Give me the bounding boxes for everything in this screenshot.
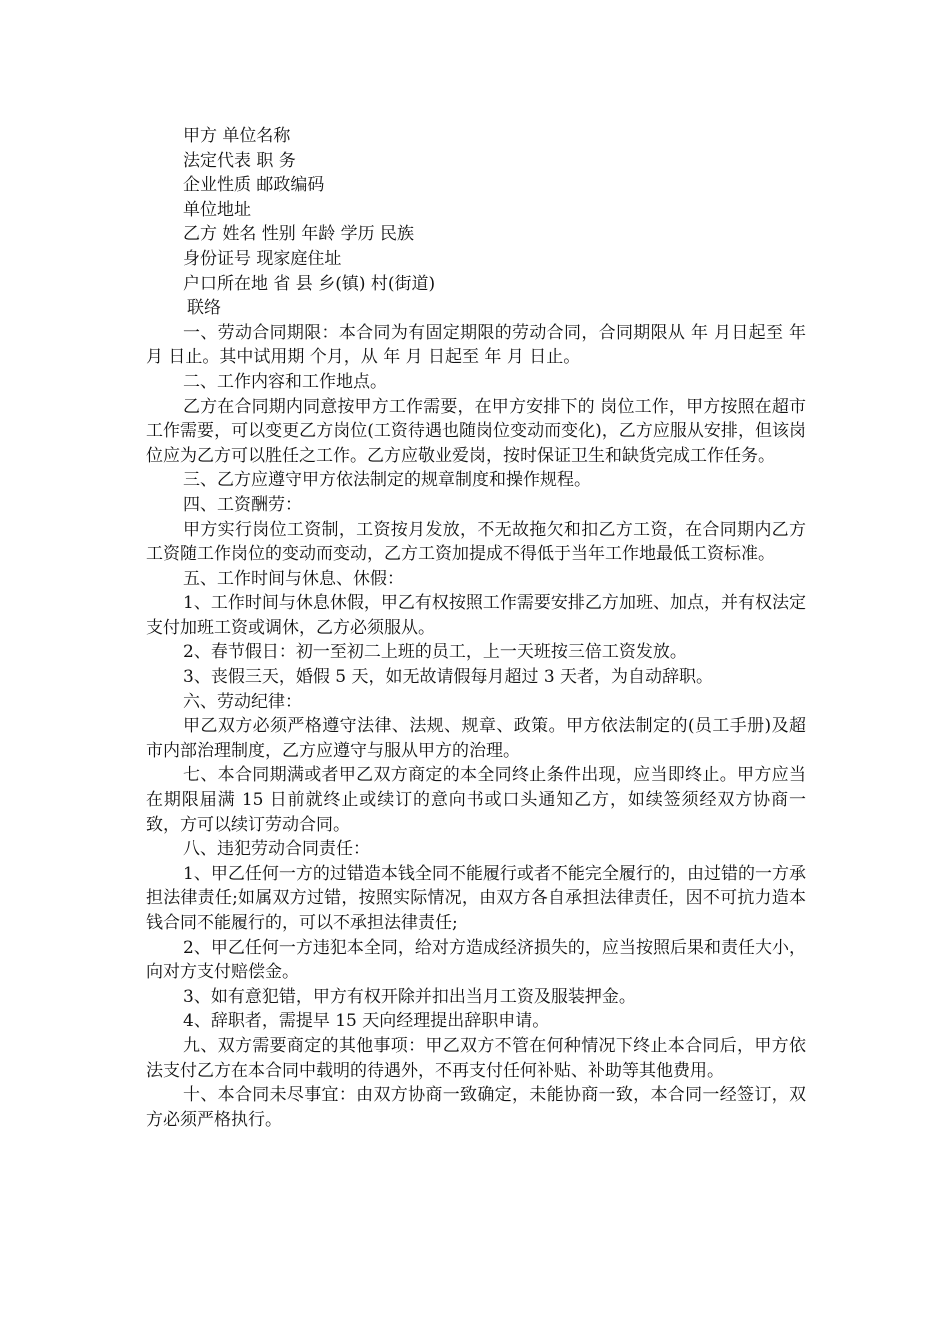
clause-8-heading: 八、违犯劳动合同责任：: [183, 839, 370, 860]
unit-address-line: 单位地址: [183, 199, 251, 220]
clause-5-item-1: 1、工作时间与休息休假，甲乙有权按照工作需要安排乙方加班、加点，并有权法定支付加班工资或调休，乙方必须服从。: [146, 593, 806, 638]
clause-6-heading: 六、劳动纪律：: [183, 691, 302, 712]
clause-4-heading: 四、工资酬劳：: [183, 494, 302, 515]
clause-2-heading: 二、工作内容和工作地点。: [183, 371, 387, 392]
legal-representative-line: 法定代表 职 务: [183, 150, 296, 171]
clause-9-other-matters: 九、双方需要商定的其他事项：甲乙双方不管在何种情况下终止本合同后，甲方依法支付乙方在本合同中载明的待遇外，不再支付任何补贴、补助等其他费用。: [146, 1035, 806, 1081]
id-number-line: 身份证号 现家庭住址: [183, 248, 342, 269]
party-b-line: 乙方 姓名 性别 年龄 学历 民族: [183, 224, 415, 245]
clause-7-termination: 七、本合同期满或者甲乙双方商定的本全同终止条件出现，应当即终止。甲方应当在期限届满 15 日前就终止或续订的意向书或口头通知乙方，如续签须经双方协商一致，方可以续订劳动合同。: [146, 765, 806, 835]
clause-4-body: 甲方实行岗位工资制，工资按月发放，不无故拖欠和扣乙方工资，在合同期内乙方工资随工作岗位的变动而变动，乙方工资加提成不得低于当年工作地最低工资标准。: [146, 519, 806, 565]
clause-10-unresolved-matters: 十、本合同未尽事宜：由双方协商一致确定，未能协商一致，本合同一经签订，双方必须严格执行。: [146, 1085, 806, 1130]
enterprise-nature-line: 企业性质 邮政编码: [183, 175, 325, 196]
clause-6-body: 甲乙双方必须严格遵守法律、法规、规章、政策。甲方依法制定的(员工手册)及超市内部治理制度，乙方应遵守与服从甲方的治理。: [146, 716, 806, 761]
contract-document: [146, 124, 806, 1132]
clause-8-item-1: 1、甲乙任何一方的过错造本钱全同不能履行或者不能完全履行的，由过错的一方承担法律责任;如属双方过错，按照实际情况，由双方各自承担法律责任，因不可抗力造本钱合同不能履行的，可以不承担法律责任;: [146, 863, 806, 933]
party-a-line: 甲方 单位名称: [183, 126, 291, 146]
household-registration-line: 户口所在地 省 县 乡(镇) 村(街道): [183, 273, 436, 294]
clause-8-item-3: 3、如有意犯错，甲方有权开除并扣出当月工资及服装押金。: [183, 986, 636, 1007]
clause-5-item-2: 2、春节假日：初一至初二上班的员工，上一天班按三倍工资发放。: [183, 642, 687, 663]
clause-5-item-3: 3、丧假三天，婚假 5 天，如无故请假每月超过 3 天者，为自动辞职。: [183, 667, 714, 688]
clause-3-rules: 三、乙方应遵守甲方依法制定的规章制度和操作规程。: [183, 470, 591, 491]
clause-2-body: 乙方在合同期内同意按甲方工作需要，在甲方安排下的 岗位工作，甲方按照在超市工作需要，可以变更乙方岗位(工资待遇也随岗位变动而变化)，乙方应服从安排，但该岗位应为乙方可以胜任之工作。乙方应敬业爱岗，按时保证卫生和缺货完成工作任务。: [146, 396, 806, 466]
clause-8-item-4: 4、辞职者，需提早 15 天向经理提出辞职申请。: [183, 1011, 550, 1032]
clause-1-term: 一、劳动合同期限：本合同为有固定期限的劳动合同，合同期限从 年 月日起至 年 月 日止。其中试用期 个月，从 年 月 日起至 年 月 日止。: [146, 322, 806, 368]
clause-5-heading: 五、工作时间与休息、休假：: [183, 568, 404, 589]
clause-8-item-2: 2、甲乙任何一方违犯本全同，给对方造成经济损失的，应当按照后果和责任大小，向对方支付赔偿金。: [146, 937, 806, 983]
contact-line: 联络: [187, 298, 221, 319]
